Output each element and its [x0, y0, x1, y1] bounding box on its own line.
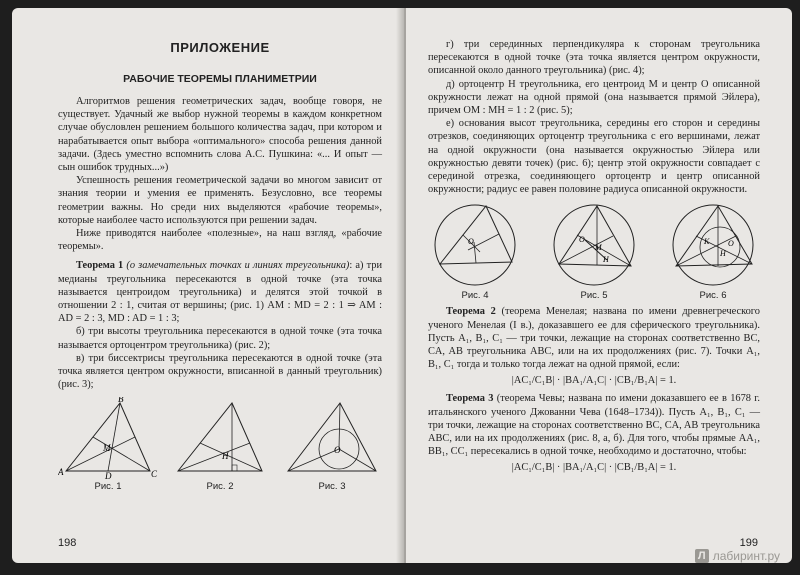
theorem-3-label: Теорема 3 — [446, 393, 494, 405]
theorem-1-part-c: в) три биссектрисы треугольника пересекаются в одной точке (эта точка является центром окружности, вписанной в данный треугольник) (рис. 3); — [58, 352, 382, 391]
fig6-label-o: O — [728, 239, 734, 249]
median-triangle-diagram — [58, 397, 158, 479]
fig5-label-m: M — [595, 243, 602, 253]
fig1-label-m: M — [103, 443, 111, 454]
fig5-label-h: H — [603, 255, 609, 265]
theorem-1-part-g: г) три серединных перпендикуляра к сторонам треугольника пересекаются в одной точке (эта точка является центром окружности, описанной около данного треугольника) (рис. 4); — [428, 39, 760, 77]
theorem-2 — [428, 305, 760, 371]
figure-2 — [170, 397, 270, 492]
figures-row-2 — [428, 202, 760, 301]
fig2-label-h: H — [222, 451, 229, 462]
fig5-label-o: O — [579, 235, 585, 245]
figure-5 — [547, 202, 641, 301]
theorem-3 — [428, 392, 760, 458]
theorem-2-label: Теорема 2 — [446, 306, 496, 318]
altitude-triangle-diagram — [170, 397, 270, 479]
figure-4-caption: Рис. 4 — [461, 290, 489, 302]
section-heading: РАБОЧИЕ ТЕОРЕМЫ ПЛАНИМЕТРИИ — [123, 73, 317, 85]
figure-3-caption: Рис. 3 — [318, 481, 346, 493]
figure-1 — [58, 397, 158, 492]
figure-4 — [428, 202, 522, 301]
menelaus-formula: |AC₁/C₁B| · |BA₁/A₁C| · |CB₁/B₁A| = 1. — [511, 375, 677, 387]
circumcircle-diagram — [428, 202, 522, 288]
theorem-1-part-b: б) три высоты треугольника пересекаются в одной точке (эта точка называется ортоцентром треугольника) (рис. 2); — [58, 326, 382, 351]
page-number-right: 199 — [739, 537, 758, 549]
paragraph-1: Алгоритмов решения геометрических задач, вообще говоря, не существует. Удачный же выбор нужной теоремы в каждом конкретном случае обусловлен решением большого количества задач, при котором и нарабатывается опыт выбора «оптимального» способа решения данной задачи. (Здесь уместно вспомнить слова А.С. Пушкина: «... И опыт — сын ошибок трудных...») — [58, 96, 382, 174]
fig6-label-h: H — [720, 249, 726, 259]
page-number-left: 198 — [58, 537, 77, 549]
labirint-logo-icon: Л — [695, 549, 709, 563]
figure-1-caption: Рис. 1 — [94, 481, 122, 493]
figure-2-caption: Рис. 2 — [206, 481, 234, 493]
fig1-label-d: D — [105, 471, 112, 480]
left-page — [12, 8, 404, 563]
theorem-1-part-a: : а) три медианы треугольника пересекаются в одной точке (эта точка называется центроидом треугольника) и делятся этой точкой в отношении 2 : 1, считая от вершины; (рис. 1) AM : MD = 2 : 1 ⇒ AM : AD = 2 : 3, MD : AD = 1 : 3; — [58, 260, 383, 325]
fig1-label-b: B — [118, 397, 124, 405]
appendix-heading: ПРИЛОЖЕНИЕ — [170, 40, 270, 55]
theorem-2-text: (теорема Менелая; названа по имени древнегреческого ученого Менелая (I в.), доказавшего ее для сферического треугольника). Пусть A₁, B₁, C₁ — три точки, лежащие на сторонах соответственно BC, CA, AB треугольника ABC, или на их продолжениях (рис. 7). Точки A₁, B₁, C₁ тогда и только тогда лежат на одной прямой, если: — [428, 306, 760, 371]
bisector-triangle-diagram — [282, 397, 382, 479]
theorem-1-label: Теорема 1 — [76, 260, 124, 272]
paragraph-2: Успешность решения геометрической задачи во многом зависит от знания теории и умения ее применять. Безусловно, все теоремы геометрии важны. Но среди них выделяются «рабочие теоремы», которые наиболее часто используются при решении задач. — [58, 175, 382, 226]
ceva-formula: |AC₁/C₁B| · |BA₁/A₁C| · |CB₁/B₁A| = 1. — [511, 462, 677, 474]
euler-line-diagram — [547, 202, 641, 288]
figures-row-1 — [58, 397, 382, 492]
figure-3 — [282, 397, 382, 492]
fig6-label-k: K — [704, 237, 710, 247]
figure-5-caption: Рис. 5 — [580, 290, 608, 302]
watermark-text: лабиринт.ру — [712, 549, 780, 563]
nine-point-circle-diagram — [666, 202, 760, 288]
paragraph-3: Ниже приводятся наиболее «полезные», на наш взгляд, «рабочие теоремы». — [58, 228, 382, 253]
theorem-1-part-e: е) основания высот треугольника, середины его сторон и середины отрезков, соединяющих ортоцентр треугольника с его вершинами, лежат на одной окружности (она называется окружностью Эйлера или окружностью девяти точек) (рис. 6); центр этой окружности совпадает с серединой отрезка, соединяющего ортоцентр и центр описанной окружности; радиус ее равен половине радиуса описанной окружности. — [428, 118, 760, 196]
right-page — [406, 8, 792, 563]
fig3-label-o: O — [334, 445, 341, 456]
labirint-watermark — [695, 549, 780, 563]
figure-6-caption: Рис. 6 — [699, 290, 727, 302]
theorem-3-text: (теорема Чевы; названа по имени доказавшего ее в 1678 г. итальянского ученого Джованни Чева (1648–1734)). Пусть A₁, B₁, C₁ — три точки, лежащие на сторонах соответственно BC, CA, AB треугольника ABC, или на их продолжениях (рис. 8, а, б). Для того, чтобы прямые AA₁, BB₁, CC₁ пересекались в одной точке, необходимо и достаточно, чтобы: — [428, 393, 760, 458]
fig4-label-o: O — [468, 237, 474, 247]
fig1-label-a: A — [58, 467, 64, 478]
fig1-label-c: C — [151, 469, 158, 480]
theorem-1-part-d: д) ортоцентр H треугольника, его центроид M и центр O описанной окружности лежат на одной прямой (она называется прямой Эйлера), причем OM : MH = 1 : 2 (рис. 5); — [428, 78, 760, 117]
theorem-1 — [58, 259, 382, 325]
figure-6 — [666, 202, 760, 301]
theorem-1-title: (о замечательных точках и линиях треугольника) — [126, 260, 350, 272]
